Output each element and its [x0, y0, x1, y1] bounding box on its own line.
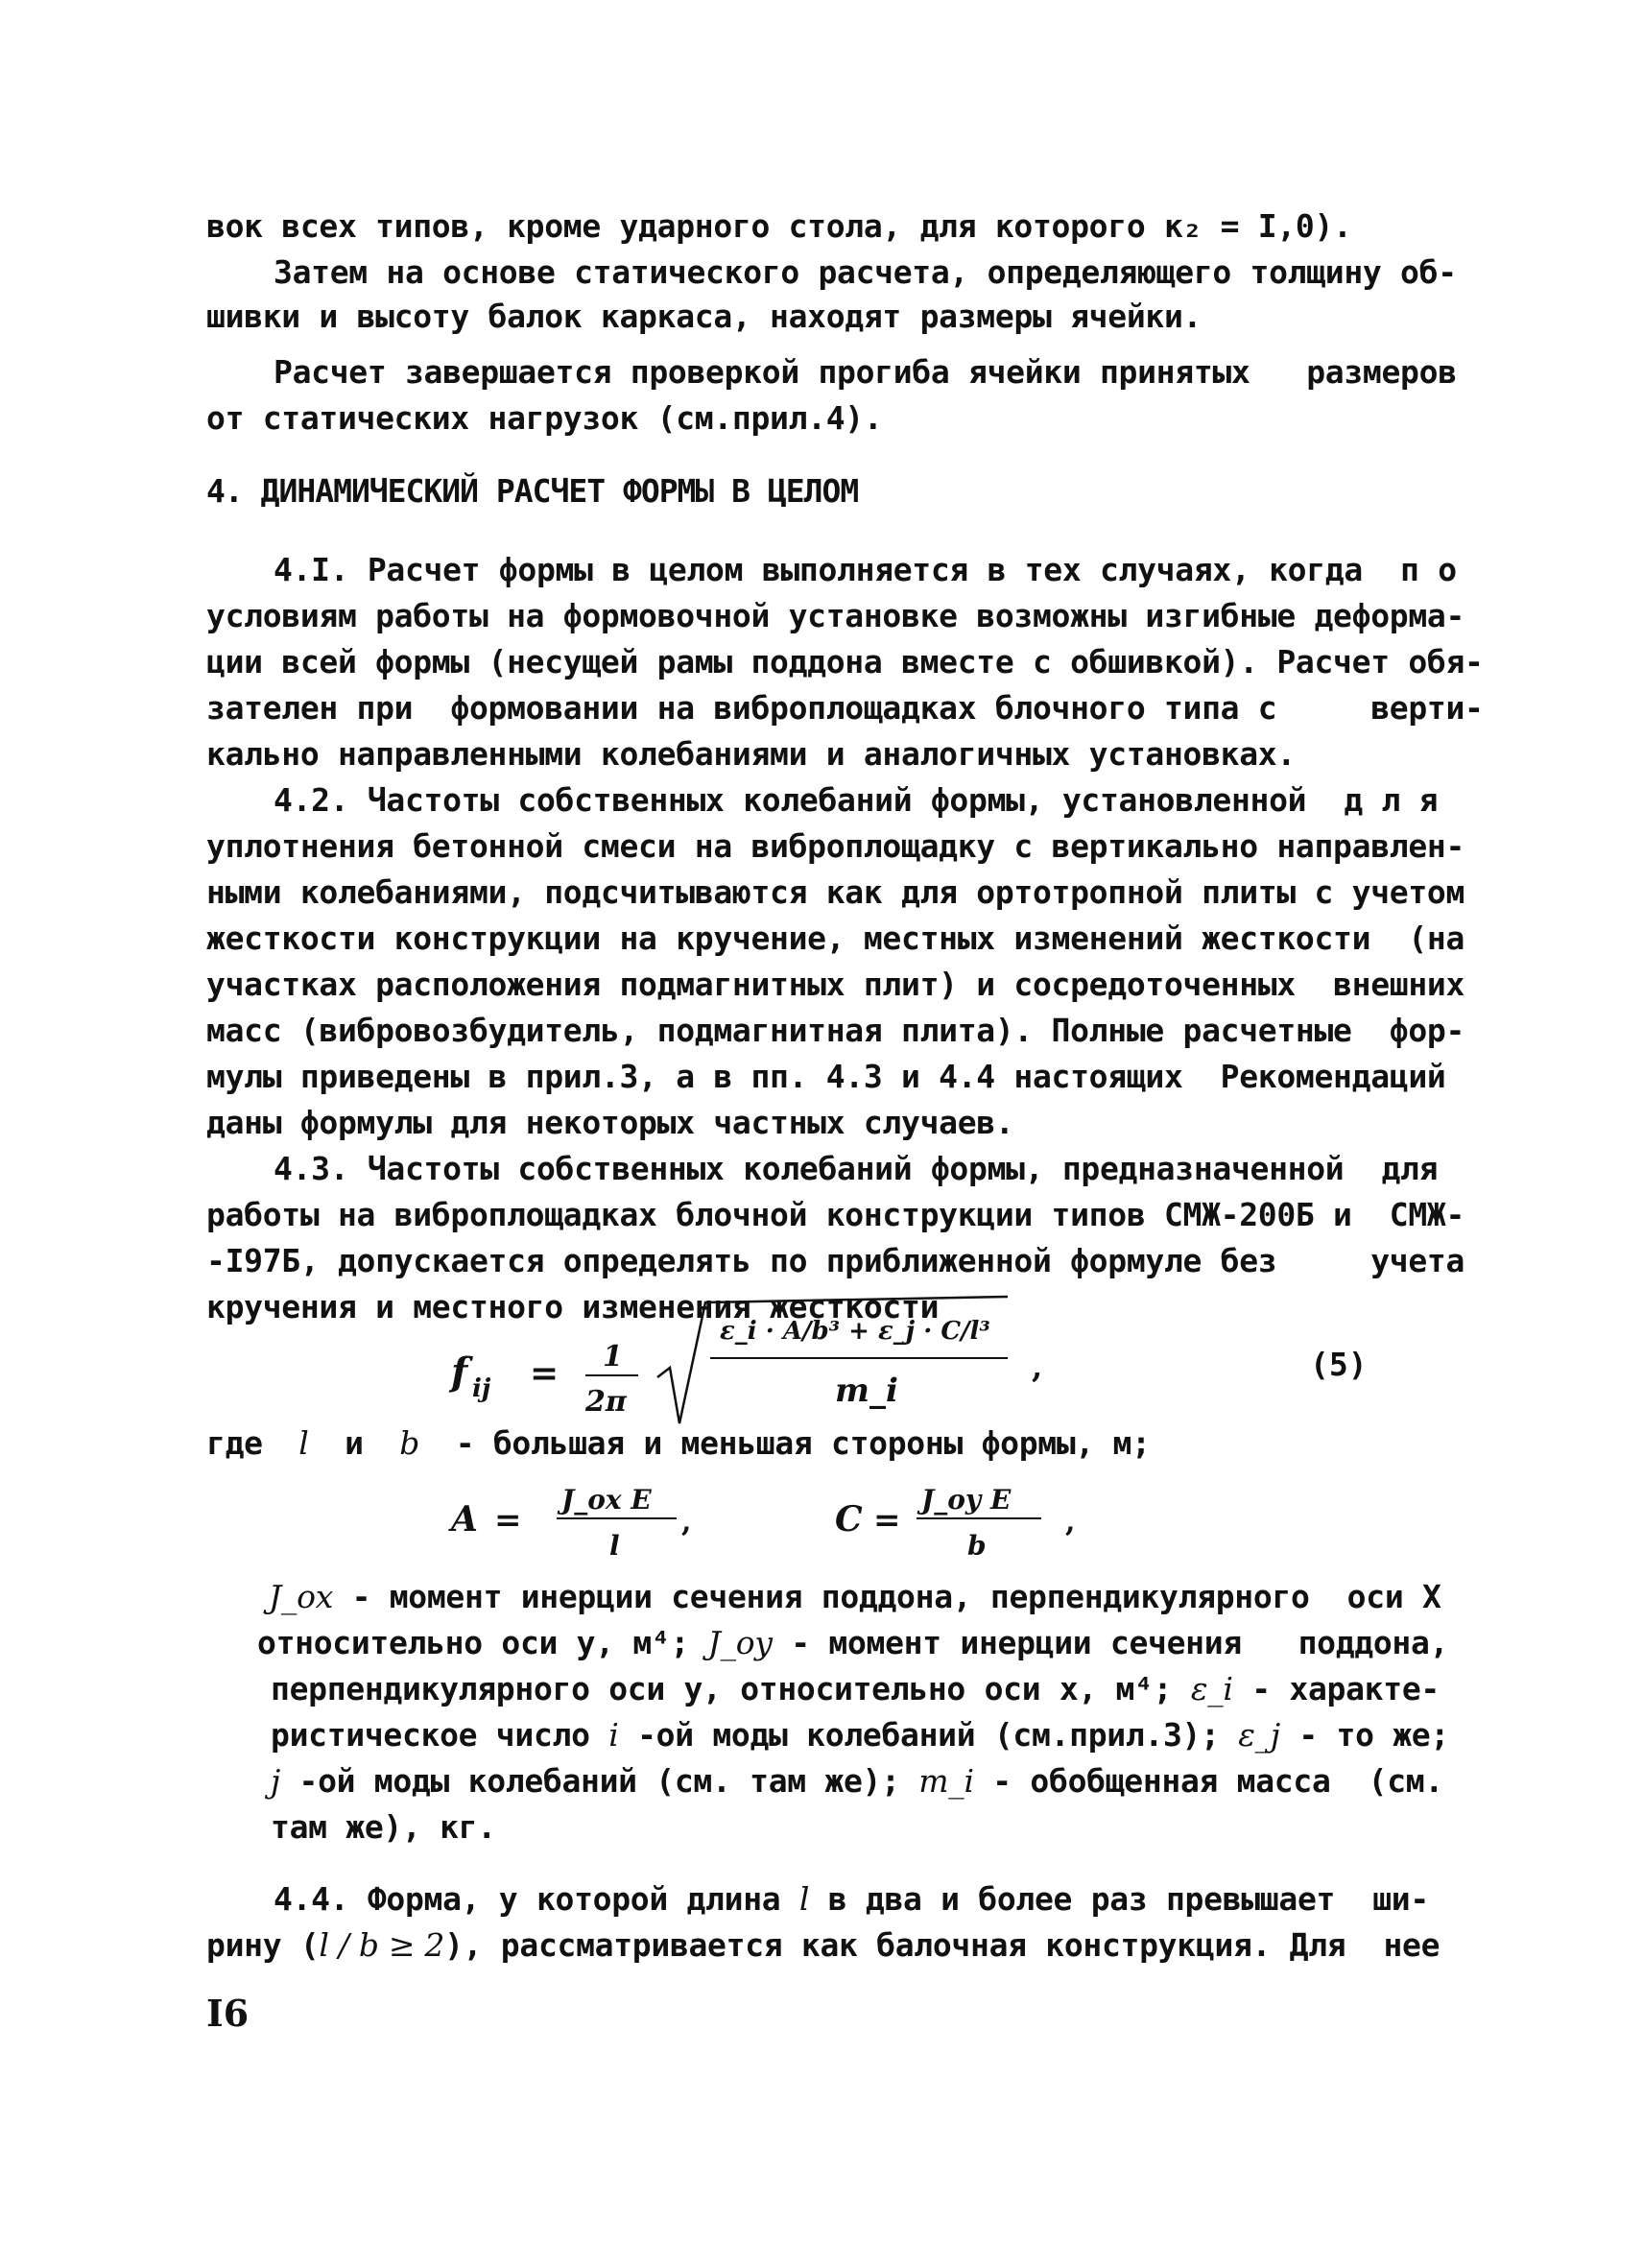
text-line: даны формулы для некоторых частных случаев. [206, 1104, 1014, 1141]
text-line: жесткости конструкции на кручение, местных изменений жесткости (на [206, 919, 1465, 957]
definition-text: - момент инерции сечения поддона, перпендикулярного оси X [351, 1578, 1441, 1615]
text-line: условиям работы на формовочной установке возможны изгибные деформа- [206, 597, 1465, 634]
text-line: уплотнения бетонной смеси на виброплощадку с вертикально направлен- [206, 827, 1465, 865]
text-line: масс (вибровозбудитель, подмагнитная плита). Полные расчетные фор- [206, 1012, 1465, 1049]
text-line [271, 1666, 1509, 1712]
symbol-j: j [271, 1762, 280, 1800]
definition-text: -ой моды колебаний (см. там же); [298, 1762, 900, 1800]
definition-text: - то же; [1298, 1716, 1449, 1754]
and-word: и [345, 1424, 364, 1462]
text-line: ции всей формы (несущей рамы поддона вместе с обшивкой). Расчет обя- [206, 643, 1484, 680]
definition-text: относительно оси у, м⁴; [257, 1624, 690, 1661]
symbol-eps-j: ε_j [1238, 1716, 1280, 1754]
radical-numerator: ε_i · A/b³ + ε_j · C/l³ [720, 1317, 990, 1346]
definition-text: ристическое число [271, 1716, 590, 1754]
text-line: мулы приведены в прил.3, а в пп. 4.3 и 4.4 настоящих Рекомендаций [206, 1058, 1446, 1095]
symbol-J-oy: J_oy [707, 1624, 773, 1661]
text-line: -I97Б, допускается определять по приближенной формуле без учета [206, 1242, 1465, 1279]
paragraph-text: рину ( [206, 1926, 320, 1964]
symbol-i: i [608, 1716, 619, 1754]
text-line: там же), кг. [271, 1808, 496, 1846]
formula-C-comma: , [1065, 1505, 1076, 1539]
ratio-expression: l / b ≥ 2 [319, 1926, 445, 1964]
radical-denominator: m_i [835, 1372, 898, 1410]
symbol-m-i: m_i [918, 1762, 974, 1800]
formula-A-C [441, 1468, 1113, 1564]
text-line: ными колебаниями, подсчитываются как для ортотропной плиты с учетом [206, 873, 1465, 911]
text-line [206, 1922, 1444, 1969]
symbol-l: l [298, 1424, 309, 1462]
formula-equals: = [530, 1353, 560, 1394]
text-line: зателен при формовании на виброплощадках блочного типа с верти- [206, 689, 1484, 727]
text-line: 4.I. Расчет формы в целом выполняется в тех случаях, когда п о [274, 551, 1457, 588]
symbol-J-ox: J_ox [269, 1578, 334, 1615]
symbol-eps-i: ε_i [1190, 1670, 1233, 1707]
text-line [269, 1574, 1507, 1620]
text-line [257, 1620, 1495, 1666]
formula-A-denominator: l [609, 1530, 620, 1562]
formula-comma: , [1032, 1349, 1043, 1385]
text-line: вок всех типов, кроме ударного стола, для которого κ₂ = I,0). [206, 207, 1352, 245]
text-line: от статических нагрузок (см.прил.4). [206, 399, 883, 437]
paragraph-text: 4.4. Форма, у которой длина [274, 1880, 781, 1918]
definition-text: - обобщенная масса (см. [992, 1762, 1443, 1800]
symbol-b: b [399, 1424, 420, 1462]
formula-A-lhs: A [451, 1499, 478, 1540]
text-line: работы на виброплощадках блочной конструкции типов СМЖ-200Б и СМЖ- [206, 1196, 1465, 1233]
section-heading: 4. ДИНАМИЧЕСКИЙ РАСЧЕТ ФОРМЫ В ЦЕЛОМ [206, 472, 859, 510]
formula-C-eq: = [873, 1501, 901, 1540]
radical-sign [657, 1297, 1008, 1423]
formula-frac-numerator: 1 [603, 1340, 623, 1373]
formula-A-eq: = [494, 1501, 522, 1540]
formula-lhs: f [451, 1349, 468, 1395]
definition-text: - характе- [1251, 1670, 1440, 1707]
definition-text: -ой моды колебаний (см.прил.3); [637, 1716, 1220, 1754]
symbol-l: l [798, 1880, 810, 1918]
formula-C-lhs: C [835, 1499, 863, 1540]
equation-number: (5) [1310, 1346, 1368, 1383]
formula-A-numerator: J_ox E [561, 1484, 652, 1516]
text-line [271, 1758, 1509, 1804]
paragraph-text: ), рассматривается как балочная конструкция. Для нее [444, 1926, 1441, 1964]
formula-lhs-subscript: ij [472, 1374, 491, 1403]
text-line [271, 1712, 1509, 1758]
text-line: 4.2. Частоты собственных колебаний формы, установленной д л я [274, 781, 1439, 819]
definition-text: - момент инерции сечения поддона, [791, 1624, 1449, 1661]
paragraph-text: в два и более раз превышает ши- [827, 1880, 1429, 1918]
formula-frac-denominator: 2π [585, 1385, 627, 1419]
text-line: Затем на основе статического расчета, определяющего толщину об- [274, 253, 1457, 291]
where-description: - большая и меньшая стороны формы, м; [455, 1424, 1151, 1462]
where-word: где [206, 1424, 263, 1462]
text-line-where [206, 1420, 1444, 1467]
text-line: шивки и высоту балок каркаса, находят размеры ячейки. [206, 298, 1202, 335]
text-line: Расчет завершается проверкой прогиба ячейки принятых размеров [274, 353, 1457, 391]
text-line [274, 1876, 1512, 1922]
formula-C-numerator: J_oy E [921, 1484, 1012, 1516]
text-line: кально направленными колебаниями и аналогичных установках. [206, 735, 1296, 773]
formula-5 [441, 1291, 1401, 1435]
definition-text: перпендикулярного оси у, относительно оси х, м⁴; [271, 1670, 1173, 1707]
text-line: кручения и местного изменения жесткости [206, 1288, 940, 1325]
formula-A-comma: , [681, 1505, 692, 1539]
page-number: I6 [206, 1992, 250, 2035]
text-line: 4.3. Частоты собственных колебаний формы, предназначенной для [274, 1150, 1439, 1187]
text-line: участках расположения подмагнитных плит) и сосредоточенных внешних [206, 966, 1465, 1003]
formula-C-denominator: b [967, 1530, 987, 1562]
